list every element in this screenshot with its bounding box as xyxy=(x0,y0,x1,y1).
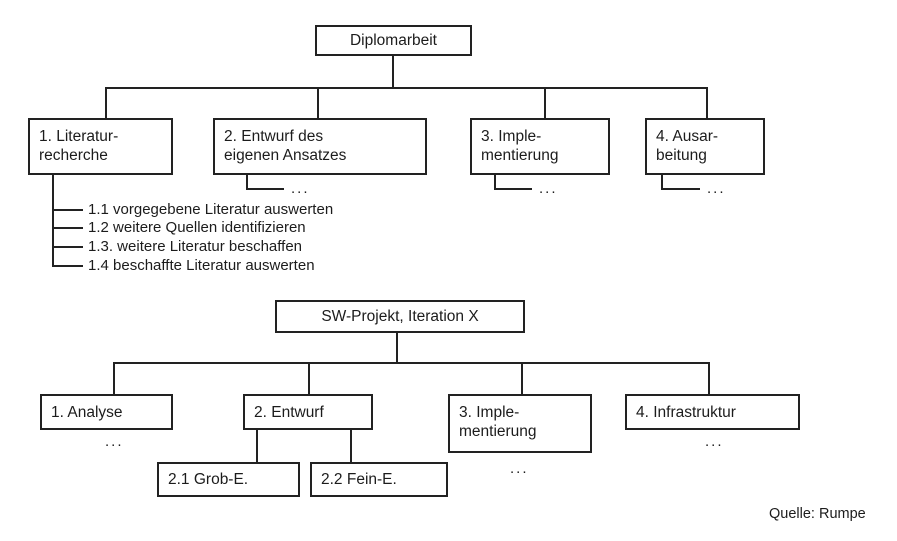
tree2-root-connector xyxy=(396,333,398,363)
tree1-child-2-box xyxy=(213,118,427,175)
tree1-child-2-label-line1: 2. Entwurf des xyxy=(224,128,324,145)
tree2-drop-2 xyxy=(308,362,310,394)
tree1-child-4-elbow-h xyxy=(661,188,700,190)
tree1-children-connector xyxy=(105,87,708,89)
tree2-subtask-1-box xyxy=(157,462,300,497)
tree1-subtask-tick-2 xyxy=(52,227,83,229)
tree2-child-2-box xyxy=(243,394,373,430)
tree1-child-1-label-line1: 1. Literatur- xyxy=(39,128,119,145)
tree1-child-3-label-line2: mentierung xyxy=(481,147,559,164)
tree2-child-4-ellipsis: ... xyxy=(705,433,724,450)
tree1-child-4-label-line1: 4. Ausar- xyxy=(656,128,719,145)
tree2-root-box xyxy=(275,300,525,333)
tree1-root-box xyxy=(315,25,472,56)
tree2-subtask-2-box xyxy=(310,462,448,497)
tree2-root-label: SW-Projekt, Iteration X xyxy=(321,308,479,325)
tree1-child-4-label-line2: beitung xyxy=(656,147,707,164)
tree1-child-2-elbow-h xyxy=(246,188,284,190)
tree1-subtask-tick-1 xyxy=(52,209,83,211)
source-caption: Quelle: Rumpe xyxy=(769,506,866,522)
tree1-subtask-item-4: 1.4 beschaffte Literatur auswerten xyxy=(88,257,315,274)
tree2-child-4-box xyxy=(625,394,800,430)
tree2-child-3-ellipsis: ... xyxy=(510,460,529,477)
tree1-child-4-ellipsis: ... xyxy=(707,180,726,197)
tree1-child-2-ellipsis: ... xyxy=(291,180,310,197)
tree2-child-3-label-line1: 3. Imple- xyxy=(459,404,520,421)
tree2-child-1-ellipsis: ... xyxy=(105,433,124,450)
tree1-subtask-tick-3 xyxy=(52,246,83,248)
tree1-subtask-item-3: 1.3. weitere Literatur beschaffen xyxy=(88,238,303,255)
tree1-child-3-label-line1: 3. Imple- xyxy=(481,128,542,145)
tree1-drop-1 xyxy=(105,87,107,118)
tree1-child-3-box xyxy=(470,118,610,175)
tree1-drop-4 xyxy=(706,87,708,118)
tree2-subtask-drop-2 xyxy=(350,430,352,463)
tree1-child-4-box xyxy=(645,118,765,175)
tree2-child-3-box xyxy=(448,394,592,453)
tree2-child-1-label: 1. Analyse xyxy=(51,403,123,421)
tree1-child-3-elbow-h xyxy=(494,188,532,190)
tree2-child-4-label: 4. Infrastruktur xyxy=(636,403,736,421)
tree2-child-1-box xyxy=(40,394,173,430)
tree2-subtask-2-label: 2.2 Fein-E. xyxy=(321,471,397,488)
tree2-subtask-drop-1 xyxy=(256,430,258,463)
tree1-drop-2 xyxy=(317,87,319,118)
tree1-subtask-tick-4 xyxy=(52,265,83,267)
tree1-subtask-item-1: 1.1 vorgegebene Literatur auswerten xyxy=(88,201,334,218)
tree2-child-2-label: 2. Entwurf xyxy=(254,403,324,421)
tree1-root-label: Diplomarbeit xyxy=(349,32,437,49)
tree1-child-2-label-line2: eigenen Ansatzes xyxy=(224,147,347,164)
tree2-drop-4 xyxy=(708,362,710,394)
tree1-child-1-label-line2: recherche xyxy=(39,147,108,164)
tree1-subtask-item-2: 1.2 weitere Quellen identifizieren xyxy=(88,219,306,236)
tree1-child-1-box xyxy=(28,118,173,175)
tree2-children-connector xyxy=(113,362,710,364)
tree1-child-3-ellipsis: ... xyxy=(539,180,558,197)
tree2-child-3-label-line2: mentierung xyxy=(459,423,537,440)
tree2-drop-3 xyxy=(521,362,523,394)
tree2-subtask-1-label: 2.1 Grob-E. xyxy=(168,471,249,488)
tree1-drop-3 xyxy=(544,87,546,118)
tree2-drop-1 xyxy=(113,362,115,394)
tree1-root-connector xyxy=(392,56,394,87)
tree1-subtask-rail xyxy=(52,175,54,267)
